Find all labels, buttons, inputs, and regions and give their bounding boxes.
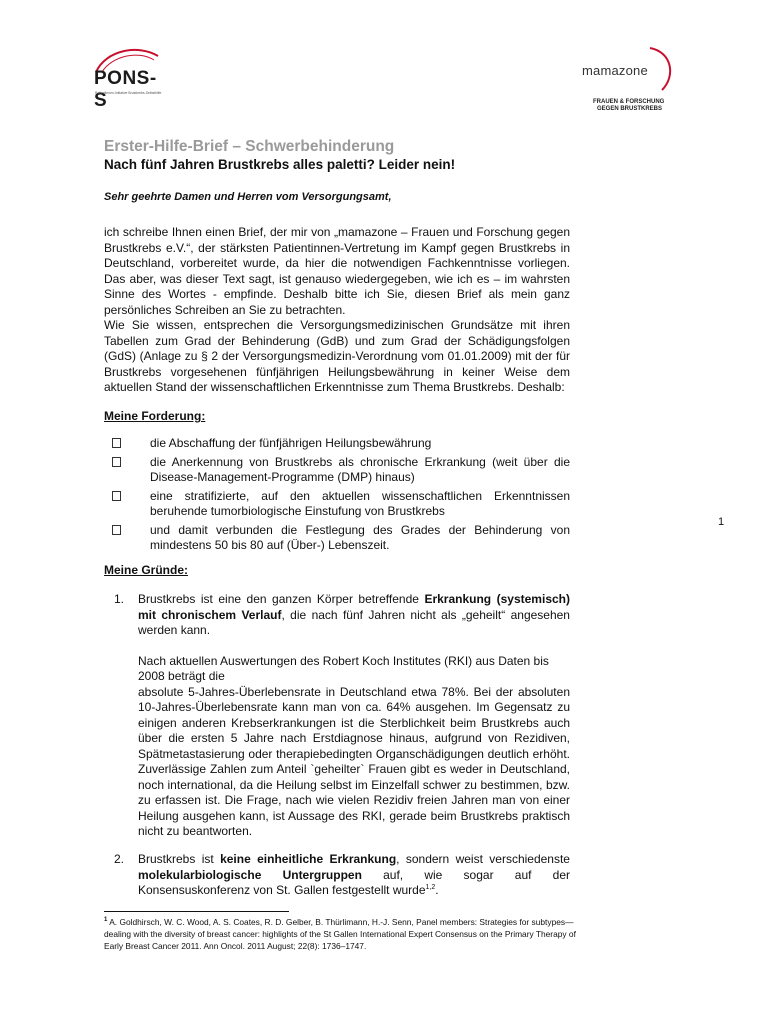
- mamazone-tagline-1: FRAUEN & FORSCHUNG: [593, 99, 665, 105]
- list-item: [104, 489, 570, 520]
- intro-paragraph: ich schreibe Ihnen einen Brief, der mir von „mamazone – Frauen und Forschung gegen Brustkrebs e.V.“, der stärksten Patientinnen-Vertretung im Kampf gegen Brustkrebs in Deutschland, vorbereitet wurde, da hier die notwendigen Fachkenntnisse vorliegen. Das aber, was dieser Text sagt, ist genauso wiedergegeben, wie ich es – im wahrsten Sinne des Wortes - empfinde. Deshalb bitte ich Sie, diesen Brief als mein ganz persönliches Schreiben an Sie zu betrachten.: [104, 225, 570, 317]
- mamazone-tagline-2: GEGEN BRUSTKREBS: [597, 106, 663, 112]
- list-item: [104, 455, 570, 486]
- reason-text: Brustkrebs ist eine den ganzen Körper betreffende Erkrankung (systemisch) mit chronischem Verlauf, die nach fünf Jahren nicht als „geheilt“ angesehen werden kann.: [138, 592, 570, 637]
- document-title: Erster-Hilfe-Brief – Schwerbehinderung: [104, 138, 395, 155]
- intro-text: [104, 225, 570, 396]
- list-item: [104, 523, 570, 554]
- box-bullet-icon: [112, 457, 121, 467]
- footnote-divider: [104, 911, 289, 912]
- reason-item-2: [104, 852, 570, 899]
- list-item-text: eine stratifizierte, auf den aktuellen wissenschaftlichen Erkenntnissen beruhende tumorbiologische Einstufung von Brustkrebs: [150, 488, 570, 518]
- mamazone-logo-text: mamazone: [582, 63, 648, 78]
- reason-item-1: [104, 592, 570, 840]
- pons-logo-tagline: Patientinnen-Initiative Brustkrebs-Selbsthilfe: [95, 91, 162, 95]
- intro-paragraph: Wie Sie wissen, entsprechen die Versorgungsmedizinischen Grundsätze mit ihren Tabellen zum Grad der Behinderung (GdB) und zum Grad der Schädigungsfolgen (GdS) (Anlage zu § 2 der Versorgungsmedizin-Verordnung vom 01.01.2009) mit der für Brustkrebs vorgesehenen fünfjährigen Heilungsbewährung in keiner Weise dem aktuellen Stand der wissenschaftlichen Erkenntnisse zum Thema Brustkrebs. Deshalb:: [104, 318, 570, 394]
- forderung-heading: Meine Forderung:: [104, 409, 206, 423]
- reason-number: 2.: [114, 852, 125, 866]
- box-bullet-icon: [112, 525, 121, 535]
- list-item: [104, 436, 570, 452]
- box-bullet-icon: [112, 438, 121, 448]
- footnote-text: A. Goldhirsch, W. C. Wood, A. S. Coates, R. D. Gelber, B. Thürlimann, H.-J. Senn, Panel members: Strategies for subtypes—dealing with the diversity of breast cancer: highlights of the St Gallen International Expert Consensus on the Primary Therapy of Early Breast Cancer 2011. Ann Oncol. 2011 August; 22(8): 1736–1747.: [104, 917, 576, 951]
- mamazone-logo: [576, 46, 686, 118]
- pons-logo-text: PONS-S: [94, 68, 157, 111]
- footnote-reference: 1,2: [425, 884, 436, 891]
- list-item-text: die Abschaffung der fünfjährigen Heilungsbewährung: [150, 436, 432, 450]
- forderung-list: [104, 436, 570, 557]
- footnote-marker: 1: [104, 917, 108, 924]
- reason-text: Brustkrebs ist keine einheitliche Erkrankung, sondern weist verschiedenste molekularbiologische Untergruppen auf, wie sogar auf der Konsensuskonferenz von St. Gallen festgestellt wurde$^{1,2}$.: [138, 852, 571, 897]
- list-item-text: und damit verbunden die Festlegung des Grades der Behinderung von mindestens 50 bis 80 auf (Über-) Lebenszeit.: [150, 522, 570, 552]
- document-subtitle: Nach fünf Jahren Brustkrebs alles paletti? Leider nein!: [104, 157, 456, 172]
- reason-number: 1.: [114, 592, 125, 606]
- page-number: 1: [718, 516, 725, 528]
- reason-detail: absolute 5-Jahres-Überlebensrate in Deutschland etwa 78%. Bei der absoluten 10-Jahres-Überlebensrate kann man von ca. 64% ausgehen. Im Gegensatz zu einigen anderen Krebserkrankungen ist die Sterblichkeit beim Brustkrebs auch über die ersten 5 Jahre nach Erstdiagnose hinaus, aufgrund von Rezidiven, Spätmetastasierung oder therapiebedingten Organschädigungen deutlich erhöht. Zuverlässige Zahlen zum Anteil `geheilter` Frauen gibt es weder in Deutschland, noch international, da die Heilung selbst im Einzelfall schwer zu bestimmen, bzw. zu erfassen ist. Die Frage, nach wie vielen Rezidiv freien Jahren man von einer Heilung ausgehen kann, ist Aussage des RKI, gerade beim Brustkrebs praktisch nicht zu beantworten.: [138, 684, 570, 838]
- pons-s-logo: [92, 44, 168, 111]
- reason-detail-lead: Nach aktuellen Auswertungen des Robert Koch Institutes (RKI) aus Daten bis 2008 beträgt die: [138, 653, 549, 683]
- list-item-text: die Anerkennung von Brustkrebs als chronische Erkrankung (weit über die Disease-Management-Programme (DMP) hinaus): [150, 454, 570, 484]
- footnote: [104, 916, 584, 952]
- box-bullet-icon: [112, 491, 121, 501]
- salutation: Sehr geehrte Damen und Herren vom Versorgungsamt,: [104, 191, 392, 203]
- gruende-heading: Meine Gründe:: [104, 563, 189, 577]
